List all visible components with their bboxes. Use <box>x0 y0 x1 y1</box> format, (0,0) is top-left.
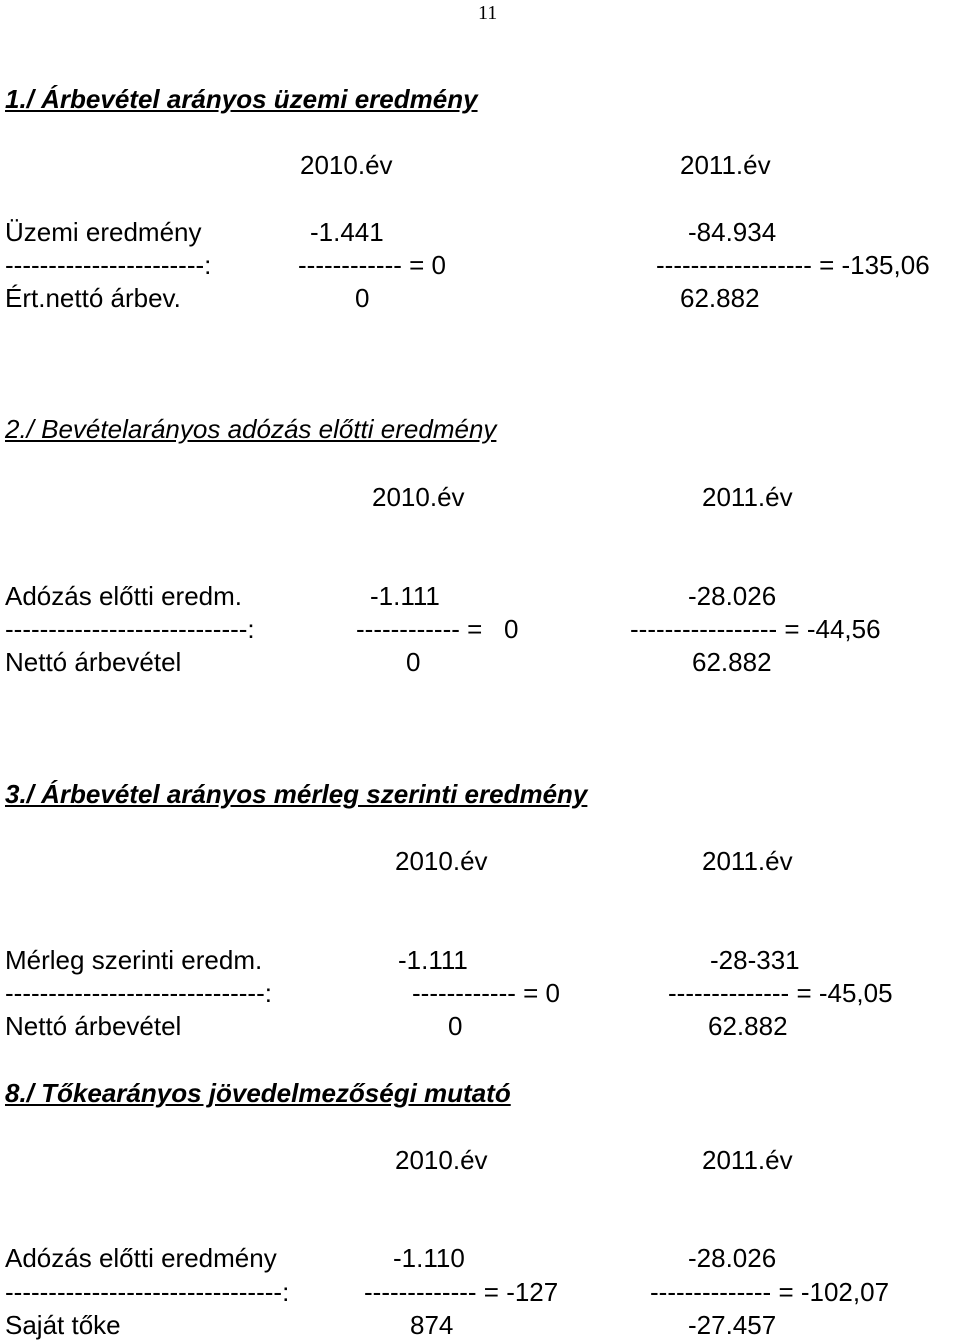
section-3-fraction-bar-label: ------------------------------: <box>5 978 272 1008</box>
section-2-denominator-2011: 62.882 <box>692 647 772 677</box>
section-1-denominator-2011: 62.882 <box>680 283 760 313</box>
section-8-denominator-2010: 874 <box>410 1310 454 1340</box>
section-8-fraction-bar-label: --------------------------------: <box>5 1277 290 1307</box>
section-1-year-2010: 2010.év <box>300 150 393 180</box>
section-1-numerator-2010: -1.441 <box>310 217 384 247</box>
section-3-result-2010: ------------ = 0 <box>412 978 560 1008</box>
section-8-denominator-label: Saját tőke <box>5 1310 121 1340</box>
section-1-year-2011: 2011.év <box>680 150 771 180</box>
section-3-denominator-label: Nettó árbevétel <box>5 1011 182 1041</box>
section-8-year-2010: 2010.év <box>395 1145 488 1175</box>
section-2-heading: 2./ Bevételarányos adózás előtti eredmény <box>5 414 497 444</box>
section-3-denominator-2010: 0 <box>448 1011 463 1041</box>
section-8-result-2011: -------------- = -102,07 <box>650 1277 890 1307</box>
section-8-numerator-2010: -1.110 <box>393 1243 465 1273</box>
section-2-fraction-bar-label: ----------------------------: <box>5 614 255 644</box>
section-3-numerator-2011: -28-331 <box>710 945 800 975</box>
section-1-denominator-2010: 0 <box>355 283 370 313</box>
section-2-numerator-2010: -1.111 <box>370 581 440 611</box>
section-2-numerator-label: Adózás előtti eredm. <box>5 581 243 611</box>
section-2-denominator-label: Nettó árbevétel <box>5 647 182 677</box>
section-2-year-2010: 2010.év <box>372 482 465 512</box>
section-2-numerator-2011: -28.026 <box>688 581 777 611</box>
section-3-year-2011: 2011.év <box>702 846 793 876</box>
section-2-year-2011: 2011.év <box>702 482 793 512</box>
section-2-result-2011: ----------------- = -44,56 <box>630 614 881 644</box>
section-1-fraction-bar-label: -----------------------: <box>5 250 212 280</box>
section-8-result-2010: ------------- = -127 <box>364 1277 559 1307</box>
section-3-denominator-2011: 62.882 <box>708 1011 788 1041</box>
section-2-denominator-2010: 0 <box>406 647 421 677</box>
section-8-denominator-2011: -27.457 <box>688 1310 777 1340</box>
section-8-numerator-2011: -28.026 <box>688 1243 777 1273</box>
section-2-result-2010: ------------ = 0 <box>356 614 519 644</box>
section-8-heading: 8./ Tőkearányos jövedelmezőségi mutató <box>5 1078 511 1108</box>
section-3-numerator-label: Mérleg szerinti eredm. <box>5 945 263 975</box>
section-3-result-2011: -------------- = -45,05 <box>668 978 893 1008</box>
section-3-numerator-2010: -1.111 <box>398 945 468 975</box>
section-1-denominator-label: Ért.nettó árbev. <box>5 283 181 313</box>
section-3-year-2010: 2010.év <box>395 846 488 876</box>
page-number: 11 <box>478 2 498 24</box>
section-1-result-2010: ------------ = 0 <box>298 250 446 280</box>
section-8-numerator-label: Adózás előtti eredmény <box>5 1243 277 1273</box>
section-1-heading: 1./ Árbevétel arányos üzemi eredmény <box>5 84 478 114</box>
section-1-numerator-2011: -84.934 <box>688 217 777 247</box>
section-1-numerator-label: Üzemi eredmény <box>5 217 202 247</box>
section-3-heading: 3./ Árbevétel arányos mérleg szerinti eredmény <box>5 779 588 809</box>
section-1-result-2011: ------------------ = -135,06 <box>656 250 930 280</box>
section-8-year-2011: 2011.év <box>702 1145 793 1175</box>
